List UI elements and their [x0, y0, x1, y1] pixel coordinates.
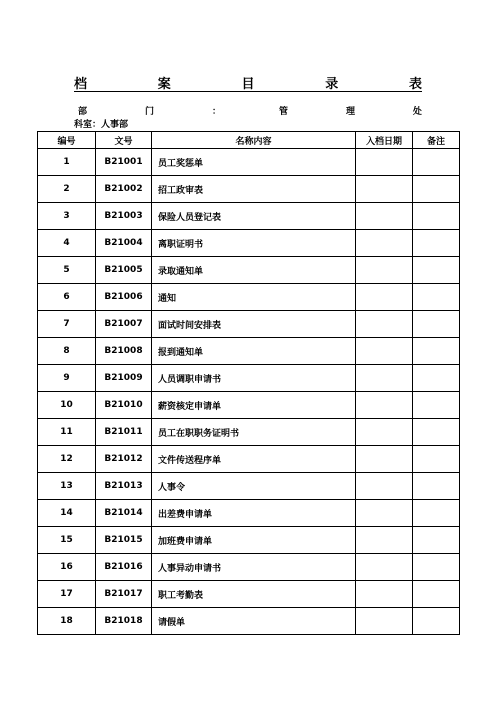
department-char: ：	[211, 106, 221, 117]
cell-remarks	[413, 311, 460, 338]
cell-remarks	[413, 149, 460, 176]
cell-name: 人员调职申请书	[152, 365, 356, 392]
header-remarks: 备注	[413, 132, 460, 149]
cell-number: 5	[38, 257, 96, 284]
cell-archive-date	[356, 230, 413, 257]
cell-name: 文件传送程序单	[152, 446, 356, 473]
cell-number: 14	[38, 500, 96, 527]
cell-number: 6	[38, 284, 96, 311]
cell-remarks	[413, 257, 460, 284]
cell-archive-date	[356, 500, 413, 527]
cell-remarks	[413, 554, 460, 581]
cell-number: 16	[38, 554, 96, 581]
cell-number: 1	[38, 149, 96, 176]
cell-number: 12	[38, 446, 96, 473]
header-name: 名称内容	[152, 132, 356, 149]
table-row	[38, 419, 460, 446]
header-number: 编号	[38, 132, 96, 149]
section-label: 科室：人事部	[74, 120, 129, 130]
title-char: 案	[157, 77, 171, 92]
cell-name: 薪资核定申请单	[152, 392, 356, 419]
table-row	[38, 500, 460, 527]
cell-remarks	[413, 230, 460, 257]
department-line	[78, 104, 422, 116]
cell-doc-number: B21013	[96, 473, 152, 500]
department-char: 部	[78, 106, 88, 117]
cell-doc-number: B21008	[96, 338, 152, 365]
header-doc-number: 文号	[96, 132, 152, 149]
table-row	[38, 446, 460, 473]
cell-number: 2	[38, 176, 96, 203]
cell-archive-date	[356, 284, 413, 311]
cell-name: 保险人员登记表	[152, 203, 356, 230]
table-row	[38, 284, 460, 311]
cell-archive-date	[356, 149, 413, 176]
cell-doc-number: B21007	[96, 311, 152, 338]
cell-remarks	[413, 500, 460, 527]
cell-doc-number: B21018	[96, 608, 152, 635]
table-row	[38, 311, 460, 338]
table-row	[38, 338, 460, 365]
cell-doc-number: B21006	[96, 284, 152, 311]
table-row	[38, 230, 460, 257]
cell-archive-date	[356, 311, 413, 338]
cell-number: 8	[38, 338, 96, 365]
cell-doc-number: B21011	[96, 419, 152, 446]
archive-table	[37, 131, 460, 635]
cell-name: 员工奖惩单	[152, 149, 356, 176]
department-char: 管	[278, 106, 288, 117]
table-row	[38, 554, 460, 581]
cell-remarks	[413, 419, 460, 446]
cell-remarks	[413, 176, 460, 203]
cell-archive-date	[356, 203, 413, 230]
cell-number: 3	[38, 203, 96, 230]
cell-name: 面试时间安排表	[152, 311, 356, 338]
cell-doc-number: B21012	[96, 446, 152, 473]
cell-remarks	[413, 473, 460, 500]
table-row	[38, 581, 460, 608]
cell-archive-date	[356, 554, 413, 581]
table-row	[38, 257, 460, 284]
cell-number: 18	[38, 608, 96, 635]
cell-number: 9	[38, 365, 96, 392]
cell-remarks	[413, 527, 460, 554]
cell-remarks	[413, 446, 460, 473]
cell-doc-number: B21004	[96, 230, 152, 257]
cell-number: 4	[38, 230, 96, 257]
table-row	[38, 608, 460, 635]
cell-name: 出差费申请单	[152, 500, 356, 527]
cell-name: 招工政审表	[152, 176, 356, 203]
cell-doc-number: B21015	[96, 527, 152, 554]
table-row	[38, 176, 460, 203]
cell-remarks	[413, 284, 460, 311]
header-archive-date: 入档日期	[356, 132, 413, 149]
cell-archive-date	[356, 392, 413, 419]
cell-remarks	[413, 338, 460, 365]
table-row	[38, 203, 460, 230]
table-row	[38, 473, 460, 500]
department-char: 处	[412, 106, 422, 117]
document-title	[74, 74, 422, 92]
cell-archive-date	[356, 473, 413, 500]
cell-remarks	[413, 203, 460, 230]
cell-archive-date	[356, 446, 413, 473]
cell-archive-date	[356, 176, 413, 203]
cell-name: 录取通知单	[152, 257, 356, 284]
cell-doc-number: B21003	[96, 203, 152, 230]
cell-name: 请假单	[152, 608, 356, 635]
cell-doc-number: B21010	[96, 392, 152, 419]
title-char: 录	[325, 77, 339, 92]
cell-name: 报到通知单	[152, 338, 356, 365]
title-char: 目	[241, 77, 255, 92]
cell-doc-number: B21002	[96, 176, 152, 203]
cell-doc-number: B21005	[96, 257, 152, 284]
cell-archive-date	[356, 365, 413, 392]
department-char: 理	[345, 106, 355, 117]
cell-name: 通知	[152, 284, 356, 311]
cell-name: 职工考勤表	[152, 581, 356, 608]
cell-archive-date	[356, 608, 413, 635]
cell-number: 17	[38, 581, 96, 608]
table-row	[38, 149, 460, 176]
table-row	[38, 392, 460, 419]
cell-number: 11	[38, 419, 96, 446]
cell-doc-number: B21009	[96, 365, 152, 392]
cell-doc-number: B21017	[96, 581, 152, 608]
cell-doc-number: B21014	[96, 500, 152, 527]
cell-name: 员工在职职务证明书	[152, 419, 356, 446]
cell-doc-number: B21001	[96, 149, 152, 176]
cell-archive-date	[356, 338, 413, 365]
title-char: 档	[74, 77, 88, 92]
cell-name: 离职证明书	[152, 230, 356, 257]
cell-doc-number: B21016	[96, 554, 152, 581]
cell-remarks	[413, 392, 460, 419]
cell-number: 7	[38, 311, 96, 338]
title-underline	[74, 91, 422, 92]
cell-name: 人事异动申请书	[152, 554, 356, 581]
cell-remarks	[413, 581, 460, 608]
cell-number: 13	[38, 473, 96, 500]
cell-number: 10	[38, 392, 96, 419]
cell-archive-date	[356, 527, 413, 554]
cell-archive-date	[356, 581, 413, 608]
cell-archive-date	[356, 419, 413, 446]
cell-archive-date	[356, 257, 413, 284]
cell-number: 15	[38, 527, 96, 554]
cell-remarks	[413, 365, 460, 392]
title-char: 表	[408, 77, 422, 92]
table-row	[38, 527, 460, 554]
cell-name: 人事令	[152, 473, 356, 500]
cell-name: 加班费申请单	[152, 527, 356, 554]
table-header-row	[38, 132, 460, 149]
table-row	[38, 365, 460, 392]
department-char: 门	[144, 106, 154, 117]
cell-remarks	[413, 608, 460, 635]
